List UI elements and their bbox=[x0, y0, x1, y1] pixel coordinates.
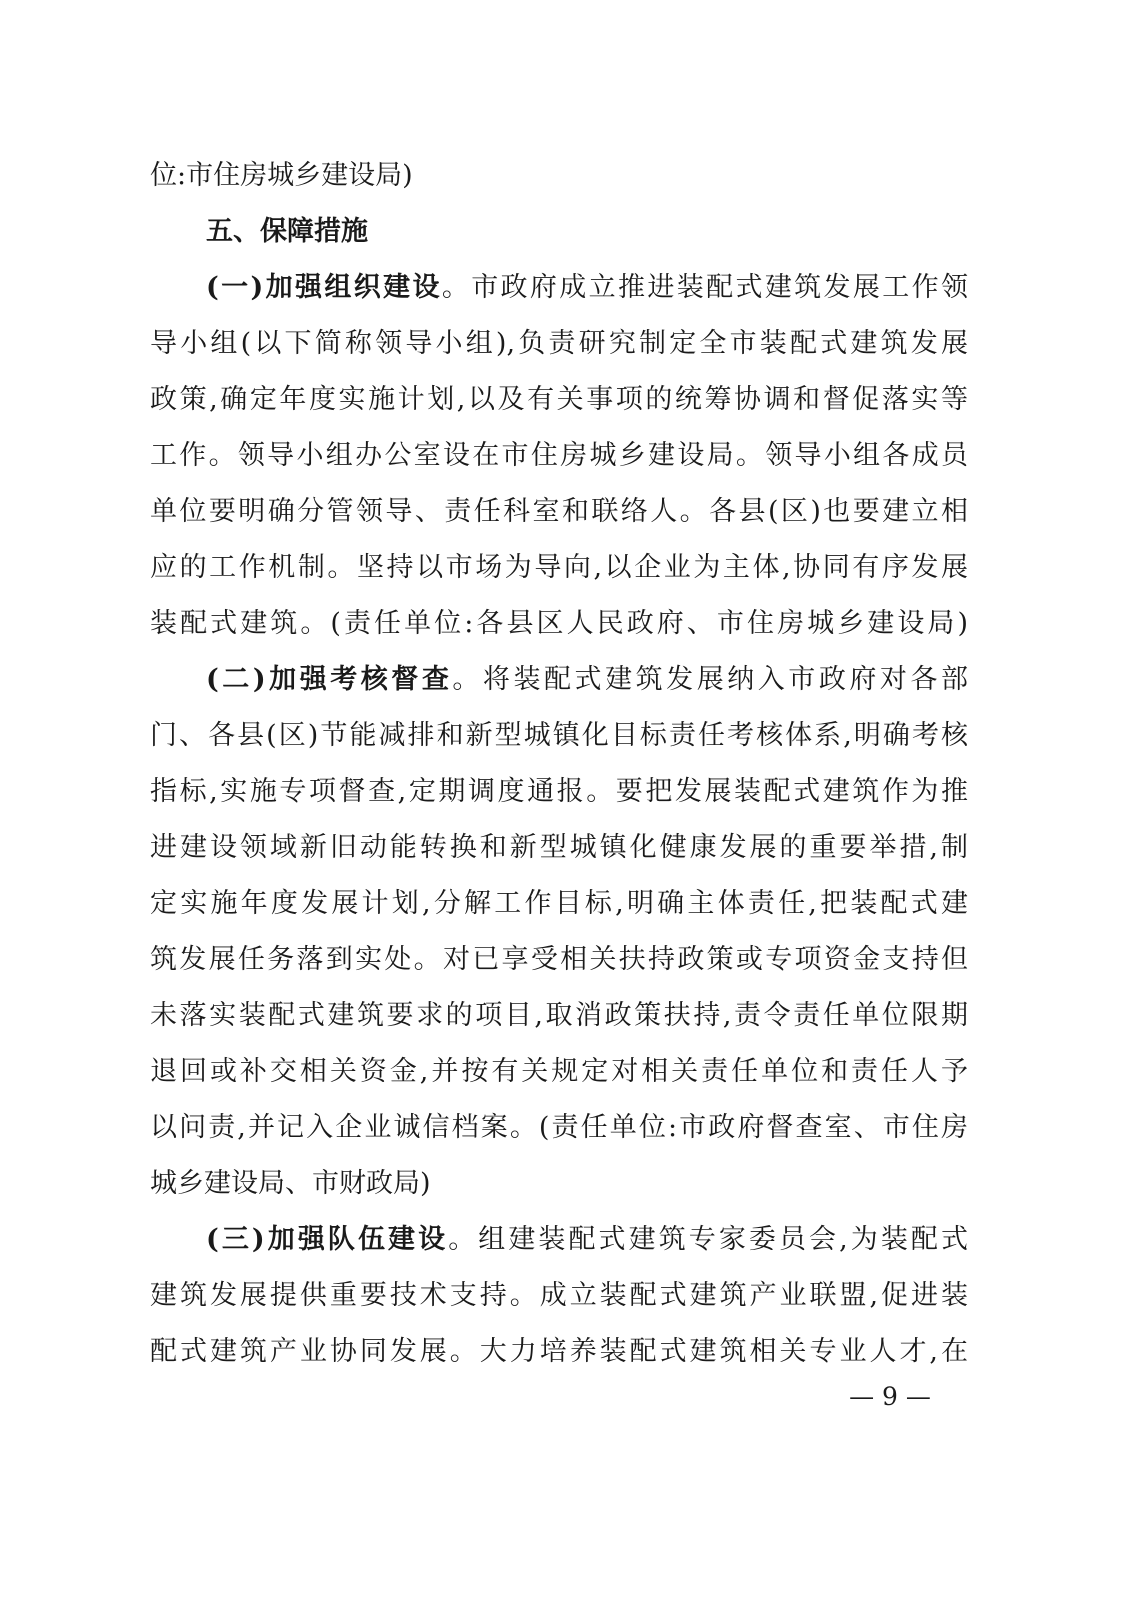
text-line bbox=[150, 1044, 968, 1100]
text-line bbox=[150, 316, 968, 372]
text-line bbox=[150, 820, 968, 876]
line-text: 位:市住房城乡建设局) bbox=[150, 160, 413, 191]
text-line bbox=[150, 1268, 968, 1324]
line-text: 定实施年度发展计划,分解工作目标,明确主体责任,把装配式建 bbox=[150, 888, 968, 919]
line-text: 退回或补交相关资金,并按有关规定对相关责任单位和责任人予 bbox=[150, 1056, 968, 1087]
text-line bbox=[150, 1100, 968, 1156]
heading-text: 五、保障措施 bbox=[206, 216, 368, 247]
line-text: 政策,确定年度实施计划,以及有关事项的统筹协调和督促落实等 bbox=[150, 384, 968, 415]
line-text: 未落实装配式建筑要求的项目,取消政策扶持,责令责任单位限期 bbox=[150, 1000, 968, 1031]
page-number: — 9 — bbox=[849, 1382, 931, 1411]
text-line bbox=[150, 932, 968, 988]
text-line bbox=[150, 1156, 968, 1212]
line-text: 指标,实施专项督查,定期调度通报。要把发展装配式建筑作为推 bbox=[150, 776, 968, 807]
line-text: 。将装配式建筑发展纳入市政府对各部 bbox=[452, 664, 968, 695]
line-text: 进建设领域新旧动能转换和新型城镇化健康发展的重要举措,制 bbox=[150, 832, 968, 863]
line-text: 城乡建设局、市财政局) bbox=[150, 1168, 431, 1199]
text-line bbox=[150, 988, 968, 1044]
subsection-title: (一)加强组织建设 bbox=[206, 272, 442, 303]
subsection-title: (二)加强考核督查 bbox=[206, 664, 453, 695]
line-text: 建筑发展提供重要技术支持。成立装配式建筑产业联盟,促进装 bbox=[150, 1280, 968, 1311]
text-line bbox=[150, 372, 968, 428]
paragraph-first-line bbox=[150, 1212, 968, 1268]
section-heading bbox=[150, 204, 968, 260]
subsection-title: (三)加强队伍建设 bbox=[206, 1224, 449, 1255]
paragraph-first-line bbox=[150, 260, 968, 316]
line-text: 以问责,并记入企业诚信档案。(责任单位:市政府督查室、市住房 bbox=[150, 1112, 968, 1143]
text-line bbox=[150, 540, 968, 596]
line-text: 筑发展任务落到实处。对已享受相关扶持政策或专项资金支持但 bbox=[150, 944, 968, 975]
text-line bbox=[150, 484, 968, 540]
text-line bbox=[150, 428, 968, 484]
paragraph-first-line bbox=[150, 652, 968, 708]
text-line bbox=[150, 596, 968, 652]
line-text: 门、各县(区)节能减排和新型城镇化目标责任考核体系,明确考核 bbox=[150, 720, 968, 751]
text-line bbox=[150, 764, 968, 820]
text-line bbox=[150, 708, 968, 764]
line-text: 工作。领导小组办公室设在市住房城乡建设局。领导小组各成员 bbox=[150, 440, 968, 471]
line-text: 单位要明确分管领导、责任科室和联络人。各县(区)也要建立相 bbox=[150, 496, 968, 527]
text-line bbox=[150, 1324, 968, 1380]
text-line bbox=[150, 876, 968, 932]
line-text: 。组建装配式建筑专家委员会,为装配式 bbox=[448, 1224, 968, 1255]
line-text: 导小组(以下简称领导小组),负责研究制定全市装配式建筑发展 bbox=[150, 328, 968, 359]
line-text: 配式建筑产业协同发展。大力培养装配式建筑相关专业人才,在 bbox=[150, 1336, 968, 1367]
body-text bbox=[150, 148, 968, 1380]
line-text: 。市政府成立推进装配式建筑发展工作领 bbox=[441, 272, 968, 303]
text-line bbox=[150, 148, 968, 204]
line-text: 装配式建筑。(责任单位:各县区人民政府、市住房城乡建设局) bbox=[150, 608, 968, 639]
line-text: 应的工作机制。坚持以市场为导向,以企业为主体,协同有序发展 bbox=[150, 552, 968, 583]
